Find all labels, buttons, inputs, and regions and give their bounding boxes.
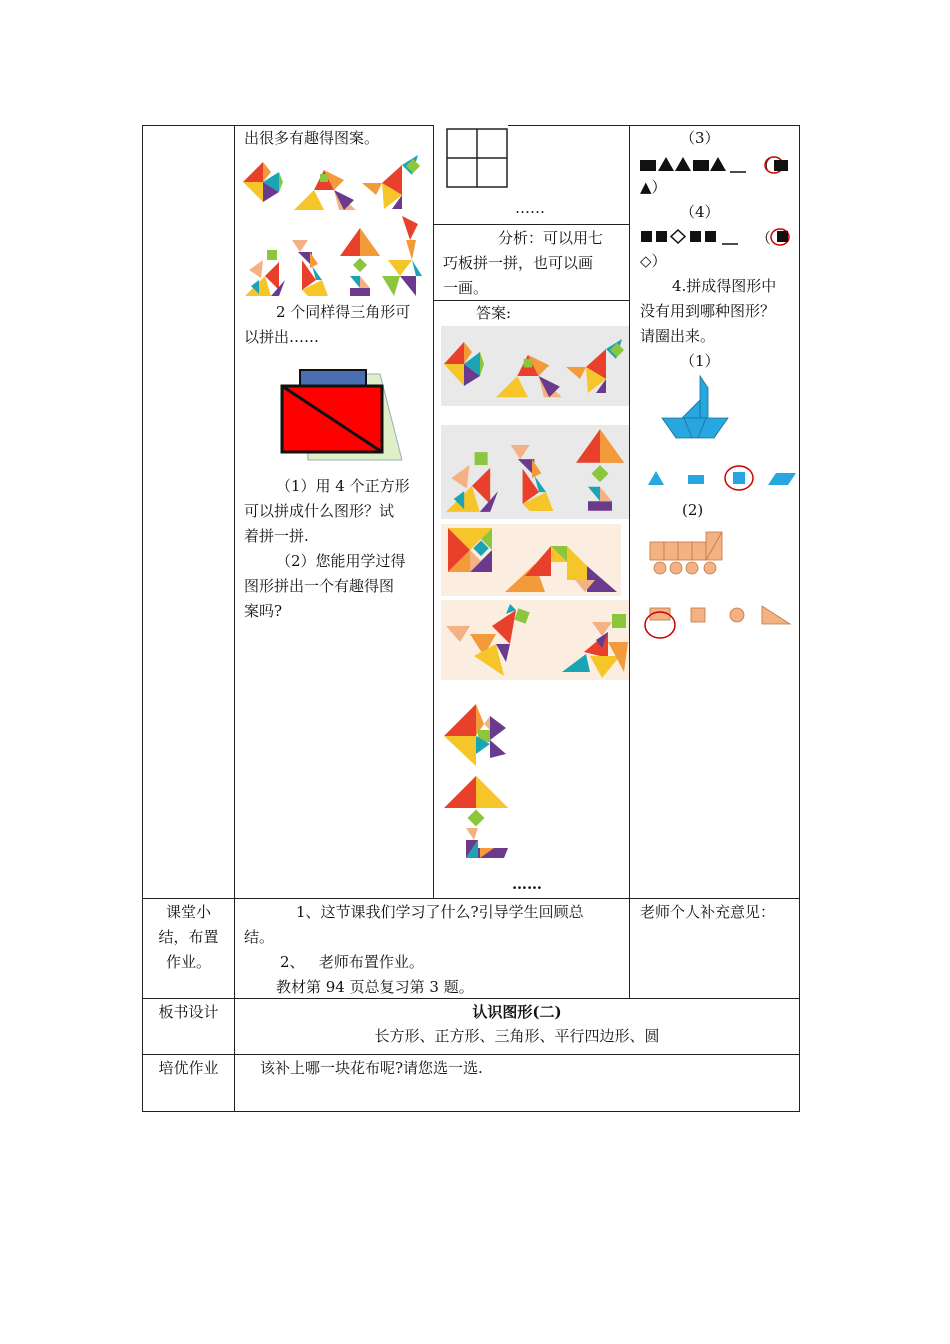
extra-header: 培优作业 — [158, 1059, 219, 1077]
col3-analysis2: 巧板拼一拼，也可以画 — [443, 254, 594, 272]
answer-arch2-figure — [505, 540, 617, 592]
svg-text:（: （ — [756, 157, 772, 175]
summary-header-1: 课堂小 — [165, 903, 211, 921]
col3-answer: 答案: — [476, 304, 512, 322]
answer-animal2-figure — [446, 604, 528, 676]
col2-text-line2b: 以拼出…… — [244, 328, 320, 346]
answer-arch-figure — [496, 354, 562, 398]
col4-q4c: 请圈出来。 — [640, 327, 716, 345]
boat-figure — [662, 374, 728, 440]
truck-figure — [650, 530, 726, 576]
summary-line-3: 2、 老师布置作业。 — [280, 953, 424, 971]
tangram-umbrella-figure — [340, 228, 380, 296]
summary-header-3: 作业。 — [165, 953, 211, 971]
answer-seated-figure — [506, 445, 558, 511]
tangram-runner-figure — [245, 250, 285, 296]
col2-q2b: 图形拼出一个有趣得图 — [244, 577, 395, 595]
col2-q2c: 案吗? — [244, 602, 283, 620]
col4-n4-close: ◇） — [640, 252, 667, 270]
col2-q2a: （2）您能用学过得 — [276, 552, 406, 570]
col2-q1b: 可以拼成什么图形？试 — [244, 502, 395, 520]
col4-q4b: 没有用到哪种图形？ — [640, 302, 776, 320]
col3-analysis1: 分析：可以用七 — [498, 229, 604, 247]
col3-dots2: …… — [512, 875, 542, 893]
answer-runner2-figure — [562, 612, 628, 678]
answer-umbrella2-figure — [444, 776, 508, 858]
svg-text:（: （ — [756, 229, 772, 247]
answer-runner-figure — [446, 452, 498, 512]
tangram-sitting-figure — [382, 216, 422, 296]
summary-line-1: 1、这节课我们学习了什么?引导学生回顾总 — [296, 903, 584, 921]
col4-n3-close: ▲） — [640, 178, 667, 196]
col4-p2: (2) — [682, 501, 704, 519]
tangram-seated-figure — [288, 240, 332, 296]
col4-p1: （1） — [680, 352, 720, 370]
col2-text-line1: 出很多有趣得图案。 — [244, 129, 380, 147]
pattern-3-shapes — [640, 152, 800, 176]
col3-dots1: …… — [515, 199, 545, 217]
peach-shape-options — [644, 604, 796, 642]
tangram-animal-figure — [362, 155, 422, 209]
col4-n4: （4） — [680, 203, 720, 221]
col4-n3: （3） — [680, 129, 720, 147]
triangles-to-rectangle-illustration — [280, 368, 406, 464]
extra-text: 该补上哪一块花布呢?请您选一选. — [260, 1059, 483, 1077]
blue-shape-options — [644, 463, 800, 495]
answer-fish-figure — [444, 342, 484, 394]
tangram-arch-figure — [294, 170, 356, 210]
teacher-comment-label: 老师个人补充意见： — [640, 903, 776, 921]
col4-q4a: 4.拼成得图形中 — [672, 277, 777, 295]
answer-animal-figure — [566, 332, 626, 400]
tangram-fish-figure — [243, 162, 283, 210]
col2-text-line2a: 2 个同样得三角形可 — [276, 303, 411, 321]
summary-line-4: 教材第 94 页总复习第 3 题。 — [276, 978, 474, 996]
col2-q1a: （1）用 4 个正方形 — [276, 477, 410, 495]
answer-square-tangram — [448, 528, 492, 572]
col2-q1c: 着拼一拼. — [244, 527, 309, 545]
board-title: 认识图形(二) — [472, 1003, 562, 1021]
summary-line-2: 结。 — [244, 928, 275, 946]
pattern-4-shapes — [640, 226, 800, 248]
four-squares-grid — [446, 128, 508, 188]
board-header: 板书设计 — [158, 1003, 219, 1021]
board-shapes: 长方形、正方形、三角形、平行四边形、圆 — [374, 1027, 660, 1045]
col3-analysis3: 一画。 — [443, 279, 489, 297]
summary-header-2: 结，布置 — [158, 928, 219, 946]
answer-umbrella-figure — [576, 428, 624, 512]
answer-fish2-figure — [444, 704, 506, 766]
